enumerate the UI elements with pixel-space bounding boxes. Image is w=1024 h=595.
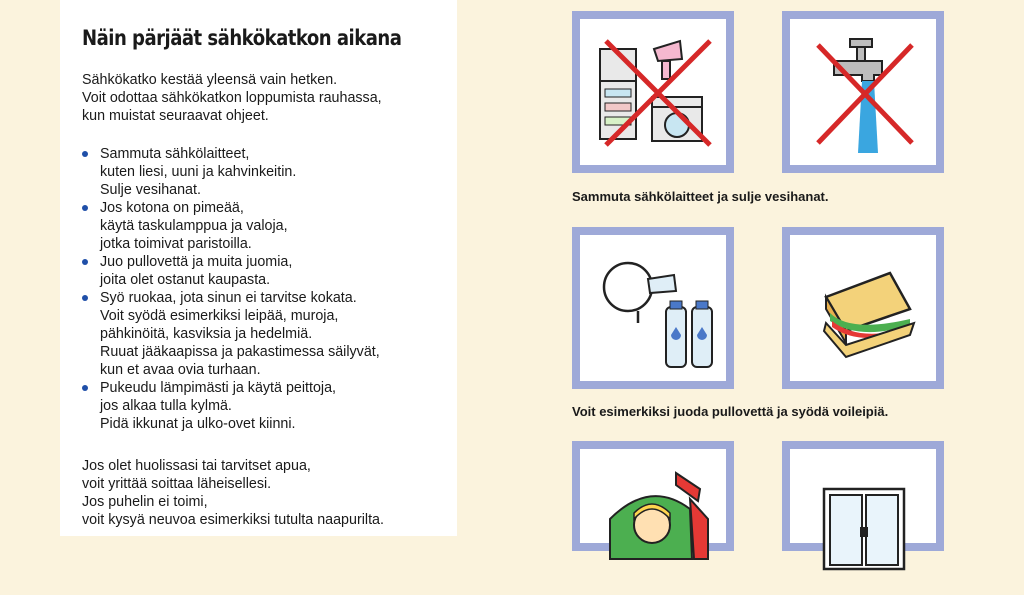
drinking-bottled-water-icon (580, 235, 726, 381)
instruction-line: Sammuta sähkölaitteet, (100, 146, 250, 162)
window-icon (790, 449, 936, 595)
bullet-icon (82, 259, 88, 265)
bullet-icon (82, 151, 88, 157)
outro-line: voit yrittää soittaa läheisellesi. (82, 476, 272, 492)
instruction-item (82, 289, 380, 379)
instruction-line: Juo pullovettä ja muita juomia, (100, 254, 293, 270)
instruction-item (82, 145, 380, 199)
page-title: Näin pärjäät sähkökatkon aikana (82, 26, 402, 50)
outro-line: voit kysyä neuvoa esimerkiksi tutulta naapurilta. (82, 512, 384, 528)
instruction-line: jotka toimivat paristoilla. (100, 236, 252, 252)
dress-warm-pictogram (572, 441, 734, 551)
instruction-item (82, 379, 380, 433)
bullet-icon (82, 385, 88, 391)
outro-line: Jos puhelin ei toimi, (82, 494, 208, 510)
drink-water-pictogram (572, 227, 734, 389)
caption-appliances: Sammuta sähkölaitteet ja sulje vesihanat. (572, 189, 829, 204)
instruction-line: Pidä ikkunat ja ulko-ovet kiinni. (100, 416, 296, 432)
closed-window-pictogram (782, 441, 944, 551)
intro-paragraph (82, 71, 382, 125)
instruction-line: pähkinöitä, kasviksia ja hedelmiä. (100, 326, 313, 342)
instruction-line: Pukeudu lämpimästi ja käytä peittoja, (100, 380, 337, 396)
instruction-line: kun et avaa ovia turhaan. (100, 362, 261, 378)
caption-water-sandwich: Voit esimerkiksi juoda pullovettä ja syödä voileipiä. (572, 404, 889, 419)
sandwich-icon (790, 235, 936, 381)
instruction-line: kuten liesi, uuni ja kahvinkeitin. (100, 164, 297, 180)
instruction-line: käytä taskulamppua ja valoja, (100, 218, 288, 234)
appliances-off-pictogram (572, 11, 734, 173)
instruction-line: Ruuat jääkaapissa ja pakastimessa säilyvät, (100, 344, 380, 360)
person-with-blanket-icon (580, 449, 726, 595)
instruction-item (82, 253, 380, 289)
bullet-icon (82, 295, 88, 301)
appliances-crossed-icon (580, 19, 726, 165)
instruction-line: Syö ruokaa, jota sinun ei tarvitse kokata. (100, 290, 357, 306)
instruction-item (82, 199, 380, 253)
faucet-off-pictogram (782, 11, 944, 173)
instruction-line: Voit syödä esimerkiksi leipää, muroja, (100, 308, 339, 324)
outro-line: Jos olet huolissasi tai tarvitset apua, (82, 458, 311, 474)
instruction-line: joita olet ostanut kaupasta. (100, 272, 271, 288)
intro-line: Voit odottaa sähkökatkon loppumista rauhassa, (82, 90, 382, 106)
instruction-list (82, 145, 380, 433)
faucet-crossed-icon (790, 19, 936, 165)
text-panel (60, 0, 457, 536)
instruction-line: Sulje vesihanat. (100, 182, 201, 198)
instruction-line: Jos kotona on pimeää, (100, 200, 244, 216)
intro-line: Sähkökatko kestää yleensä vain hetken. (82, 72, 338, 88)
outro-paragraph (82, 457, 384, 529)
bullet-icon (82, 205, 88, 211)
sandwich-pictogram (782, 227, 944, 389)
instruction-line: jos alkaa tulla kylmä. (100, 398, 232, 414)
intro-line: kun muistat seuraavat ohjeet. (82, 108, 269, 124)
